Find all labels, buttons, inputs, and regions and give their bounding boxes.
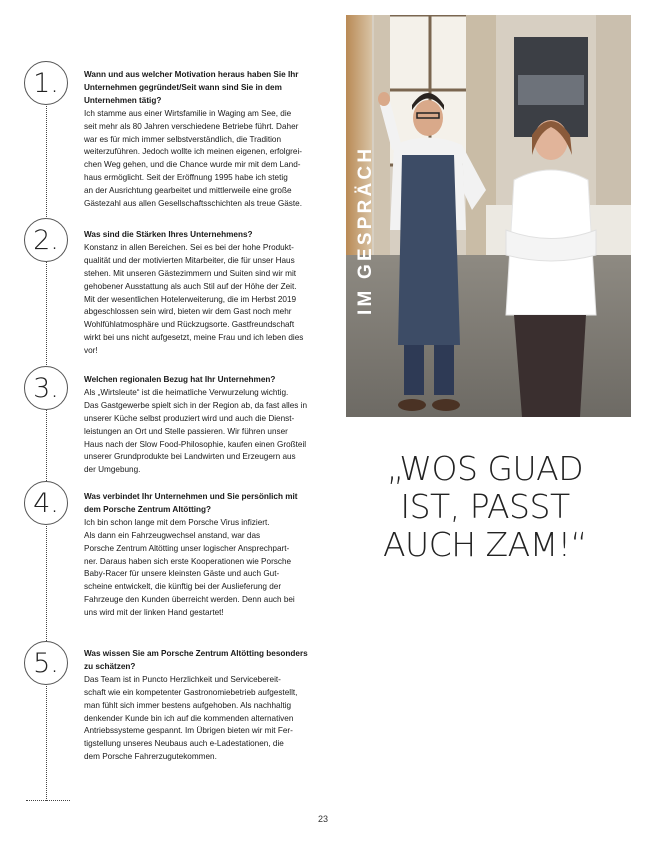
answer-line: man fühlt sich immer bestens aufgehoben. Als nachhaltig — [84, 700, 292, 710]
answer-line: Baby-Racer für unsere kleinsten Gäste und auch Gut- — [84, 569, 280, 579]
question-line: Was wissen Sie am Porsche Zentrum Altötting besonders — [84, 649, 308, 658]
answer-line: Ich stamme aus einer Wirtsfamilie in Waging am See, die — [84, 108, 292, 118]
quote-line: AUCH ZAM!“ — [382, 525, 588, 564]
answer-line: Das Gastgewerbe spielt sich in der Region ab, da fast alles in — [84, 400, 308, 410]
portrait-photo — [346, 15, 631, 417]
answer-line: Haus nach der Slow Food-Philosophie, kaufen einen Großteil — [84, 439, 307, 449]
answer-line: Als dann ein Fahrzeugwechsel anstand, war das — [84, 530, 261, 540]
question-4 — [84, 491, 312, 517]
answer-line: ner. Daraus haben sich erste Kooperationen wie Porsche — [84, 556, 292, 566]
answer-line: Konstanz in allen Bereichen. Sei es bei der hohe Produkt- — [84, 242, 294, 252]
answer-line: Als „Wirtsleute“ ist die heimatliche Verwurzelung wichtig. — [84, 387, 289, 397]
answer-line: chen Weg gehen, und die Chance wurde mir mit dem Land- — [84, 160, 301, 170]
answer-line: Porsche Zentrum Altötting unser logischer Ansprechpart- — [84, 543, 290, 553]
answer-line: seit mehr als 80 Jahren verschiedene Betriebe führt. Daher — [84, 121, 299, 131]
answer-line: Wohlfühlatmosphäre und Rückzugsorte. Gastfreundschaft — [84, 320, 295, 330]
answer-line: Gästezahl aus allen Gesellschaftsschichten als treue Gäste. — [84, 199, 302, 209]
question-3 — [84, 374, 312, 387]
answer-line: schaft wie ein kompetenter Gastronomiebetrieb aufgestellt, — [84, 687, 298, 697]
answer-line: abgeschlossen sein wird, bieten wir dem Gast noch mehr — [84, 307, 292, 317]
qa-block-5 — [84, 648, 312, 764]
timeline-end-line — [26, 800, 70, 801]
qa-block-4 — [84, 491, 312, 620]
answer-line: dem Porsche Fahrerzugutekommen. — [84, 752, 217, 762]
answer-line: scheine entwickelt, die künftig bei der Auslieferung der — [84, 582, 282, 592]
quote-line: IST, PASST — [400, 487, 570, 526]
question-line: Unternehmen tätig? — [84, 95, 162, 105]
answer-line: qualität und der motivierten Mitarbeiter, die für unser Haus — [84, 255, 295, 265]
timeline-dotted-line — [46, 104, 47, 801]
answer-line: wirkt bei uns nicht aufgesetzt, meine Frau und ich leben dies — [84, 333, 304, 343]
answer-line: weiterzuführen. Jedoch wollte ich meinen eigenen, erfolgrei- — [84, 147, 303, 157]
question-line: Was sind die Stärken Ihres Unternehmens? — [84, 230, 253, 239]
answer-line: Fahrzeuge den Kunden überreicht werden. Denn auch bei — [84, 595, 295, 605]
question-line: Wann und aus welcher Motivation heraus haben Sie Ihr — [84, 70, 299, 79]
answer-line: Antriebssysteme gespannt. Im Übrigen bieten wir mit Fer- — [84, 726, 293, 736]
side-label-text: IM GESPRÄCH — [355, 145, 376, 315]
question-number-5: 5. — [24, 641, 68, 685]
answer-line: tigstellung unseres Neubaus auch e-Ladestationen, die — [84, 739, 284, 749]
interview-side-label — [352, 95, 376, 320]
qa-block-3 — [84, 374, 312, 477]
answer-line: haus ermöglicht. Seit der Eröffnung 1995 habe ich stetig — [84, 173, 288, 183]
answer-line: gehobener Ausstattung als auch Stil auf der Höhe der Zeit. — [84, 281, 297, 291]
question-line: dem Porsche Zentrum Altötting? — [84, 504, 212, 514]
answer-line: denkender Kunde bin ich auf die kommenden alternativen — [84, 713, 294, 723]
answer-1 — [84, 108, 312, 211]
answer-line: Mit der wesentlichen Hotelerweiterung, die im Herbst 2019 — [84, 294, 297, 304]
question-5 — [84, 648, 312, 674]
answer-line: an der Ausrichtung gearbeitet und mittlerweile eine große — [84, 186, 292, 196]
answer-line: der Umgebung. — [84, 465, 141, 475]
question-line: Unternehmen gegründet/Seit wann sind Sie in dem — [84, 82, 282, 92]
question-number-1: 1. — [24, 61, 68, 105]
answer-line: vor! — [84, 346, 98, 356]
question-number-3: 3. — [24, 366, 68, 410]
question-number-4: 4. — [24, 481, 68, 525]
answer-line: unserer Grundprodukte bei Landwirten und Erzeugern aus — [84, 452, 296, 462]
answer-2 — [84, 242, 312, 358]
answer-line: leistungen an Ort und Stelle passieren. Wir führen unser — [84, 426, 288, 436]
answer-line: uns wird mit der linken Hand gestartet! — [84, 608, 224, 618]
quote-line: „WOS GUAD — [386, 449, 584, 488]
answer-line: unserer Küche selbst produziert wird und auch die Dienst- — [84, 413, 295, 423]
question-2 — [84, 229, 312, 242]
qa-block-2 — [84, 229, 312, 358]
answer-5 — [84, 674, 312, 764]
question-line: Was verbindet Ihr Unternehmen und Sie persönlich mit — [84, 492, 298, 501]
answer-line: stehen. Mit unseren Gästezimmern und Suiten sind wir mit — [84, 268, 297, 278]
answer-line: Das Team ist in Puncto Herzlichkeit und Servicebereit- — [84, 674, 281, 684]
answer-3 — [84, 387, 312, 477]
answer-line: war es für mich immer selbstverständlich, die Tradition — [84, 134, 282, 144]
question-line: zu schätzen? — [84, 661, 136, 671]
answer-line: Ich bin schon lange mit dem Porsche Virus infiziert. — [84, 517, 270, 527]
page-number: 23 — [317, 814, 328, 824]
question-number-2: 2. — [24, 218, 68, 262]
pull-quote — [360, 450, 610, 564]
answer-4 — [84, 517, 312, 620]
question-line: Welchen regionalen Bezug hat Ihr Unternehmen? — [84, 375, 276, 384]
qa-block-1 — [84, 69, 312, 211]
question-1 — [84, 69, 312, 108]
